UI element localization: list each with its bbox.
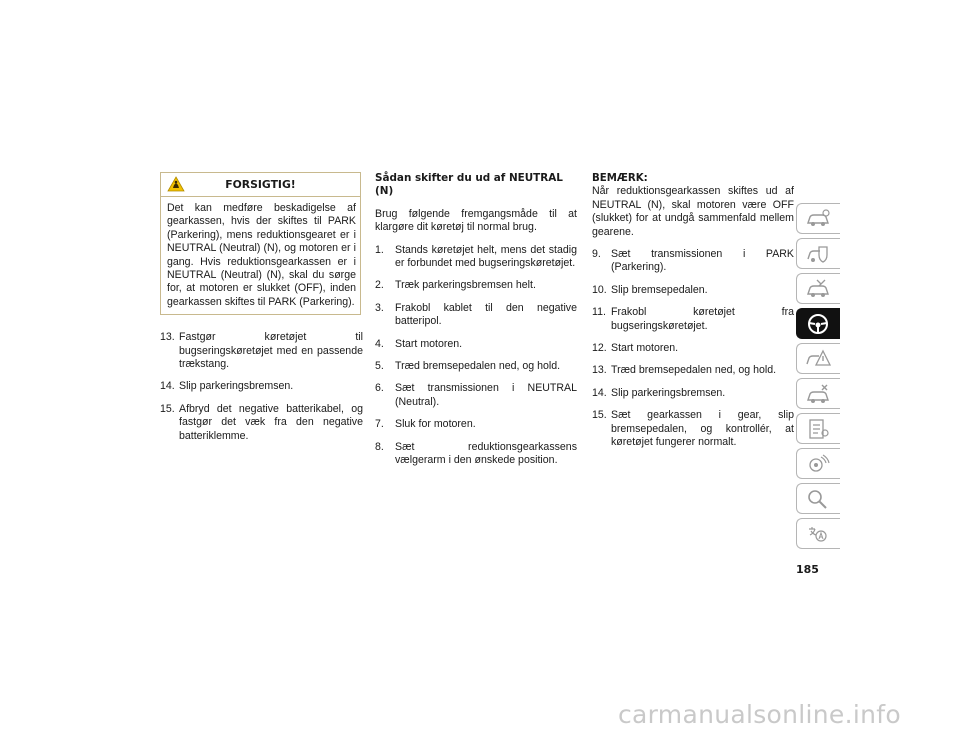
search-icon: [805, 488, 831, 510]
list-item: 1. Stands køretøjet helt, mens det stadig er forbundet med bugseringskøretøjet.: [375, 243, 577, 270]
list-item: 10. Slip bremsepedalen.: [592, 283, 708, 296]
car-safety-icon: [805, 243, 831, 265]
list-item: 2. Træk parkeringsbremsen helt.: [375, 279, 536, 292]
list-item: 8. Sæt reduktionsgearkassens vælgerarm i den ønskede position.: [375, 440, 577, 467]
list-item: 5. Træd bremsepedalen ned, og hold.: [375, 360, 561, 373]
list-item: 6. Sæt transmissionen i NEUTRAL (Neutral).: [375, 382, 577, 408]
tab-safety[interactable]: [796, 238, 840, 269]
note-text: Når reduktionsgearkassen skiftes ud af NEUTRAL (N), skal motoren være OFF (slukket) for at undgå sammenfald mellem gearene.: [592, 185, 794, 238]
car-info-icon: [805, 208, 831, 230]
tab-driving[interactable]: [796, 308, 840, 339]
column-left: [160, 172, 363, 452]
tab-emergency[interactable]: [796, 343, 840, 374]
list-item: 7. Sluk for motoren.: [375, 418, 476, 431]
section-heading: Sådan skifter du ud af NEUTRAL (N): [375, 172, 563, 198]
list-item: 13. Fastgør køretøjet til bugseringskøretøjet med en passende trækstang.: [160, 331, 363, 371]
watermark: carmanualsonline.info: [618, 700, 901, 729]
list-item: 14. Slip parkeringsbremsen.: [592, 386, 726, 399]
tab-multimedia[interactable]: [796, 448, 840, 479]
list-item: 15. Sæt gearkassen i gear, slip bremsepedalen, og kontrollér, at køretøjet fungerer normalt.: [592, 409, 794, 449]
tab-vehicle-info[interactable]: [796, 203, 840, 234]
car-emergency-icon: [805, 348, 831, 370]
steering-wheel-icon: [805, 313, 831, 335]
caution-box: [160, 172, 361, 315]
note-title: BEMÆRK:: [592, 173, 648, 184]
list-item: 12. Start motoren.: [592, 342, 679, 355]
language-icon: [805, 523, 831, 545]
tab-service[interactable]: [796, 378, 840, 409]
tab-specifications[interactable]: [796, 413, 840, 444]
checklist-icon: [805, 418, 831, 440]
column-right: [592, 172, 794, 459]
list-item: 11. Frakobl køretøjet fra bugseringskøretøjet.: [592, 306, 794, 332]
step-list-left: [160, 331, 363, 443]
page-number: 185: [796, 563, 819, 576]
tab-index[interactable]: [796, 483, 840, 514]
tab-languages[interactable]: [796, 518, 840, 549]
list-item: 13. Træd bremsepedalen ned, og hold.: [592, 364, 777, 377]
step-list-middle: [375, 244, 577, 468]
list-item: 15. Afbryd det negative batterikabel, og fastgør det væk fra den negative batteriklemme.: [160, 402, 363, 442]
step-list-right: [592, 248, 794, 449]
list-item: 14. Slip parkeringsbremsen.: [160, 380, 294, 393]
multimedia-icon: [805, 453, 831, 475]
caution-title: FORSIGTIG!: [225, 178, 296, 191]
list-item: 9. Sæt transmissionen i PARK (Parkering).: [592, 248, 794, 274]
warning-triangle-icon: [167, 176, 185, 192]
tab-starting[interactable]: [796, 273, 840, 304]
caution-text: Det kan medføre beskadigelse af gearkassen, hvis der skiftes til PARK (Parkering), mens reduktionsgearet er i NEUTRAL (Neutral) (N), og motoren er i gang. Hvis reduktionsgearkassen er i NEUTRAL (Neutral) (N), skal du sørge for, at motoren er slukket (OFF), inden gearkassen skiftes til PARK (Parkering).: [167, 202, 356, 308]
column-middle: [375, 172, 577, 477]
list-item: 4. Start motoren.: [375, 337, 463, 350]
car-start-icon: [805, 278, 831, 300]
car-service-icon: [805, 383, 831, 405]
caution-header: [161, 173, 360, 197]
list-item: 3. Frakobl kablet til den negative batteripol.: [375, 301, 577, 328]
section-intro: Brug følgende fremgangsmåde til at klargøre dit køretøj til normal brug.: [375, 207, 577, 234]
